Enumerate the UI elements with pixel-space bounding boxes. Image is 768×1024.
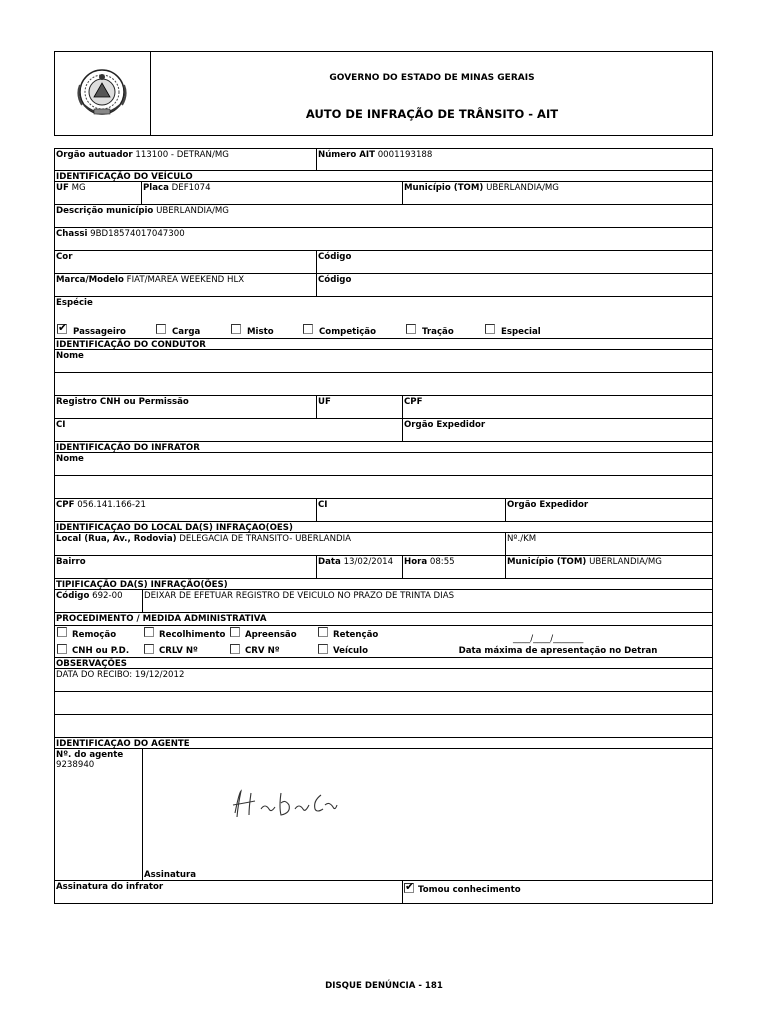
tomou-conhecimento-label: Tomou conhecimento [418, 885, 521, 895]
agente-numero-value: 9238940 [56, 760, 95, 770]
especie-checkbox[interactable] [406, 324, 416, 334]
section-observacoes: OBSERVAÇÕES [54, 657, 713, 669]
section-condutor: IDENTIFICAÇÃO DO CONDUTOR [54, 338, 713, 350]
condutor-nome-cell: Nome [54, 349, 713, 373]
procedimento-option-label: CNH ou P.D. [72, 646, 130, 656]
tomou-conhecimento-checkbox[interactable] [404, 883, 414, 893]
municipio-tom-cell: Município (TOM) UBERLANDIA/MG [402, 181, 713, 205]
condutor-uf-cell: UF [316, 395, 403, 419]
especie-option-label: Especial [501, 327, 541, 337]
assinatura-infrator-cell: Assinatura do infrator [54, 880, 403, 904]
data-maxima-label: Data máxima de apresentação no Detran [458, 646, 658, 656]
codigo-infracao-cell: Código 692-00 [54, 589, 143, 613]
numero-ait-cell: Número AIT 0001193188 [316, 148, 713, 171]
agente-numero-cell: Nº. do agente 9238940 [54, 748, 143, 881]
government-name: GOVERNO DO ESTADO DE MINAS GERAIS [329, 73, 535, 83]
cor-cell: Cor [54, 250, 317, 274]
cnh-cell: Registro CNH ou Permissão [54, 395, 317, 419]
especie-option-label: Competição [319, 327, 376, 337]
coat-of-arms-icon [72, 65, 132, 123]
chassi-cell: Chassi 9BD18574017047300 [54, 227, 713, 251]
descricao-municipio-cell: Descrição município UBERLANDIA/MG [54, 204, 713, 228]
codigo-marca-cell: Código [316, 273, 713, 297]
section-tipificacao: TIPIFICAÇÃO DA(S) INFRAÇÃO(ÕES) [54, 578, 713, 590]
uf-cell: UF MG [54, 181, 142, 205]
km-cell: Nº./KM [505, 532, 713, 556]
section-veiculo: IDENTIFICAÇÃO DO VEÍCULO [54, 170, 713, 182]
especie-option-label: Passageiro [73, 327, 126, 337]
procedimento-option-label: CRV Nº [245, 646, 280, 656]
condutor-nome-blank [54, 372, 713, 396]
condutor-orgao-cell: Orgão Expedidor [402, 418, 713, 442]
bairro-cell: Bairro [54, 555, 317, 579]
local-cell: Local (Rua, Av., Rodovia) DELEGACIA DE TRANSITO- UBERLANDIA [54, 532, 506, 556]
especie-cell: Espécie [54, 296, 713, 339]
section-infrator: IDENTIFICAÇÃO DO INFRATOR [54, 441, 713, 453]
especie-option-label: Carga [172, 327, 201, 337]
especie-option-label: Misto [247, 327, 274, 337]
data-cell: Data 13/02/2014 [316, 555, 403, 579]
procedimento-checkbox[interactable] [230, 627, 240, 637]
procedimento-option-label: CRLV Nº [159, 646, 198, 656]
procedimento-option-label: Retenção [333, 630, 379, 640]
procedimento-checkbox[interactable] [144, 627, 154, 637]
procedimento-option-label: Apreensão [245, 630, 297, 640]
observacoes-line-2 [54, 691, 713, 715]
observacoes-text: DATA DO RECIBO: 19/12/2012 [54, 668, 713, 692]
observacoes-line-3 [54, 714, 713, 738]
section-procedimento: PROCEDIMENTO / MEDIDA ADMINISTRATIVA [54, 612, 713, 626]
especie-checkbox[interactable] [485, 324, 495, 334]
infrator-ci-cell: CI [316, 498, 506, 522]
agent-signature-icon [225, 783, 345, 823]
infrator-nome-blank [54, 475, 713, 499]
header-box [54, 51, 713, 136]
placa-cell: Placa DEF1074 [141, 181, 403, 205]
condutor-ci-cell: CI [54, 418, 403, 442]
section-local: IDENTIFICAÇAO DO LOCAL DA(S) INFRAÇAO(OES) [54, 521, 713, 533]
especie-checkbox[interactable] [57, 324, 67, 334]
procedimento-checkbox[interactable] [318, 627, 328, 637]
local-municipio-cell: Município (TOM) UBERLANDIA/MG [505, 555, 713, 579]
orgao-autuador-cell: Orgão autuador 113100 - DETRAN/MG [54, 148, 317, 171]
page-title: AUTO DE INFRAÇÃO DE TRÂNSITO - AIT [305, 107, 559, 121]
infrator-cpf-cell: CPF 056.141.166-21 [54, 498, 317, 522]
especie-checkbox[interactable] [303, 324, 313, 334]
condutor-cpf-cell: CPF [402, 395, 713, 419]
procedimento-checkbox[interactable] [318, 644, 328, 654]
header-divider [150, 51, 151, 136]
infrator-nome-cell: Nome [54, 452, 713, 476]
assinatura-label: Assinatura [144, 870, 197, 880]
orgao-autuador-value: 113100 - DETRAN/MG [135, 150, 229, 160]
marca-modelo-cell: Marca/Modelo FIAT/MAREA WEEKEND HLX [54, 273, 317, 297]
procedimento-option-label: Recolhimento [159, 630, 226, 640]
data-maxima-blank: ____/____/_______ [513, 634, 584, 644]
procedimento-option-label: Veículo [333, 646, 369, 656]
section-agente: IDENTIFICAÇAO DO AGENTE [54, 737, 713, 749]
procedimento-option-label: Remoção [72, 630, 117, 640]
numero-ait-value: 0001193188 [377, 150, 433, 160]
procedimento-checkbox[interactable] [57, 644, 67, 654]
especie-checkbox[interactable] [156, 324, 166, 334]
descricao-infracao-cell: DEIXAR DE EFETUAR REGISTRO DE VEICULO NO PRAZO DE TRINTA DIAS [142, 589, 713, 613]
especie-option-label: Tração [422, 327, 454, 337]
especie-checkbox[interactable] [231, 324, 241, 334]
procedimento-checkbox[interactable] [144, 644, 154, 654]
footer-disque-denuncia: DISQUE DENÚNCIA - 181 [325, 981, 443, 991]
hora-cell: Hora 08:55 [402, 555, 506, 579]
procedimento-checkbox[interactable] [57, 627, 67, 637]
procedimento-checkbox[interactable] [230, 644, 240, 654]
codigo-cor-cell: Código [316, 250, 713, 274]
infrator-orgao-cell: Orgão Expedidor [505, 498, 713, 522]
